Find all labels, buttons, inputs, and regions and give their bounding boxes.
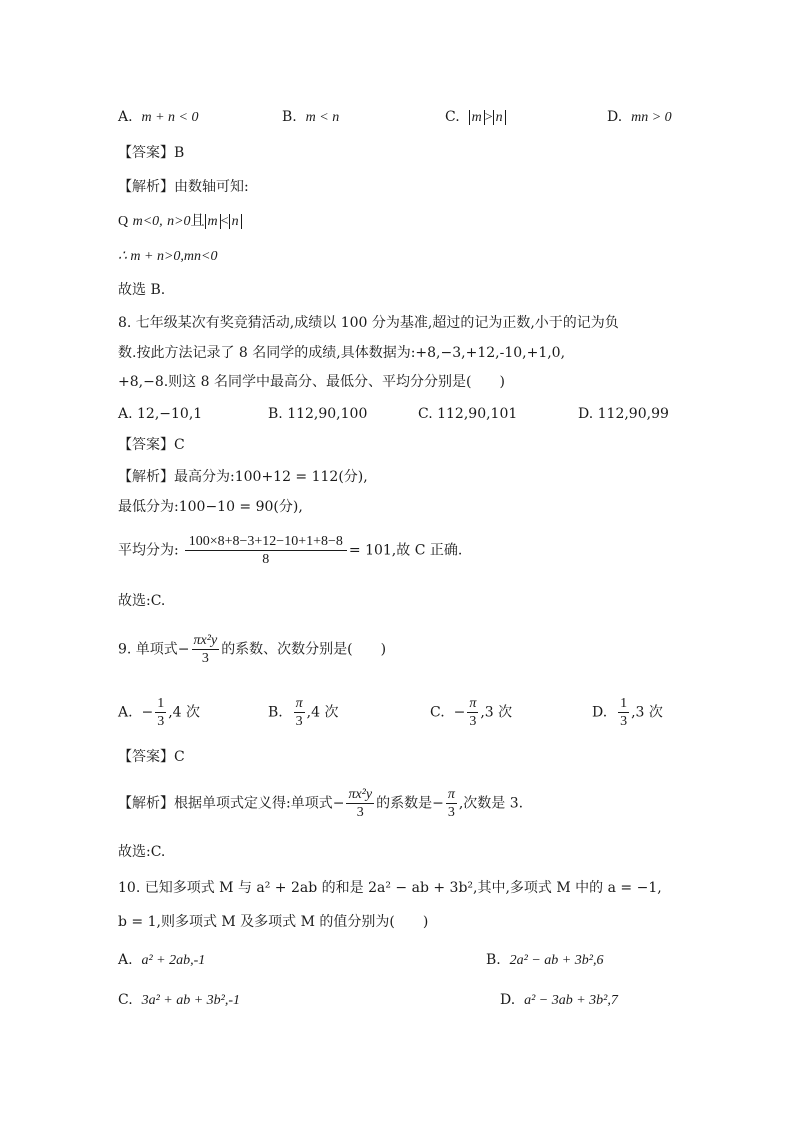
q9-option-d: D. $\frac{1}{3}$ ,3 次 [592,696,663,729]
q9-stem: 9. 单项式− $\frac{\text{πx²y}}{3}$ 的系数、次数分别是( ) [118,633,387,666]
q9-option-b: B. $\frac{\pi}{3}$ ,4 次 [268,696,339,729]
q8-analysis-highest: 【解析】最高分为:100+12 = 112(分), [118,469,368,485]
q10-stem-line-2: b = 1,则多项式 M 及多项式 M 的值分别为( ) [118,914,429,930]
q7-option-d: D. mn > 0 [607,109,672,125]
q7-step-2: ∴ m + n>0,mn<0 [118,249,218,264]
q10-stem-line-1: 10. 已知多项式 M 与 a² + 2ab 的和是 2a² − ab + 3b²,其中,多项式 M 中的 a = −1, [118,880,662,896]
q9-conclusion: 故选:C. [118,844,166,860]
q8-option-a: A. 12,−10,1 [118,406,203,422]
q7-analysis: 【解析】由数轴可知: [118,179,249,195]
q7-step-1: Q m<0, n>0且 m < n [118,211,242,232]
q8-stem-line-2: 数.按此方法记录了 8 名同学的成绩,具体数据为:+8,−3,+12,-10,+1,0, [118,345,566,361]
q7-option-b: B. m < n [282,109,340,125]
q9-option-c: C. − $\frac{\pi}{3}$ ,3 次 [430,696,513,729]
q7-conclusion: 故选 B. [118,282,166,298]
q8-analysis-lowest: 最低分为:100−10 = 90(分), [118,499,303,515]
q7-option-a: A. m + n < 0 [118,109,199,125]
q8-stem-line-3: +8,−8.则这 8 名同学中最高分、最低分、平均分分别是( ) [118,374,505,390]
q10-option-c: C. 3a² + ab + 3b²,-1 [118,992,241,1008]
q7-answer: 【答案】B [118,145,185,161]
q10-option-b: B. 2a² − ab + 3b²,6 [486,952,604,968]
q8-answer: 【答案】C [118,437,185,453]
q8-conclusion: 故选:C. [118,593,166,609]
q9-analysis: 【解析】根据单项式定义得:单项式− $\frac{\text{πx²y}}{3}$ 的系数是− $\frac{\pi}{3}$ ,次数是 3. [118,787,524,820]
q10-option-a: A. a² + 2ab,-1 [118,952,206,968]
q8-option-c: C. 112,90,101 [418,406,518,422]
q9-answer: 【答案】C [118,749,185,765]
q9-option-a: A. − $\frac{1}{3}$ ,4 次 [118,696,201,729]
q10-option-d: D. a² − 3ab + 3b²,7 [500,992,618,1008]
q8-stem-line-1: 8. 七年级某次有奖竞猜活动,成绩以 100 分为基准,超过的记为正数,小于的记为负 [118,315,619,331]
q8-option-d: D. 112,90,99 [578,406,669,422]
q8-option-b: B. 112,90,100 [268,406,368,422]
q7-option-c: C. m > n [445,107,506,128]
q8-analysis-average: 平均分为: $\frac{100\times 8+8-3+12-10+1+8-8}{8}$ = 101,故 C 正确. [118,534,463,567]
